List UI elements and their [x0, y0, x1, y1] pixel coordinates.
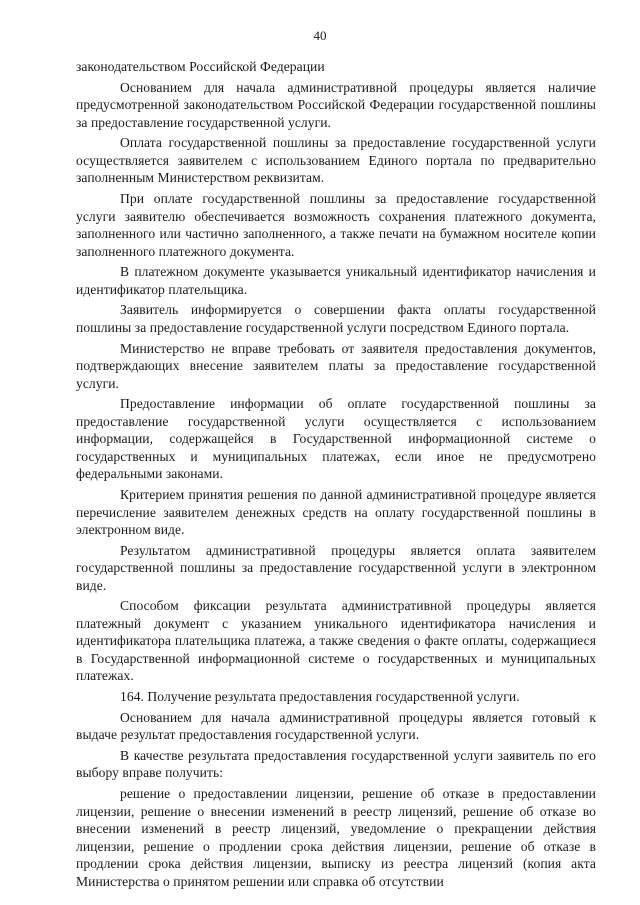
document-body [76, 58, 596, 893]
paragraph: Основанием для начала административной процедуры является готовый к выдаче результат предоставления государственной услуги. [76, 709, 596, 743]
paragraph: Основанием для начала административной процедуры является наличие предусмотренной законодательством Российской Федерации государственной пошлины за предоставление государственной услуги. [76, 79, 596, 130]
paragraph: Критерием принятия решения по данной административной процедуре является перечисление заявителем денежных средств на оплату государственной пошлины в электронном виде. [76, 487, 596, 537]
paragraph: Предоставление информации об оплате государственной пошлины за предоставление государственной услуги осуществляется с использованием информации, содержащейся в Государственной информационной системе о государственных и муниципальных платежах, если иное не предусмотрено федеральными законами. [76, 396, 596, 482]
section-heading-164: 164. Получение результата предоставления государственной услуги. [120, 689, 520, 705]
page-number: 40 [313, 28, 327, 43]
paragraph: В платежном документе указывается уникальный идентификатор начисления и идентификатор плательщика. [76, 264, 596, 297]
paragraph: В качестве результата предоставления государственной услуги заявитель по его выбору вправе получить: [76, 747, 596, 781]
paragraph: Результатом административной процедуры является оплата заявителем государственной пошлины за предоставление государственной услуги в электронном виде. [76, 542, 596, 593]
paragraph: Оплата государственной пошлины за предоставление государственной услуги осуществляется заявителем с использованием Единого портала по предварительно заполненным Министерством реквизитам. [76, 135, 596, 186]
paragraph: Способом фиксации результата административной процедуры является платежный документ с указанием уникального идентификатора начисления и идентификатора плательщика платежа, а также сведения о факте оплаты, содержащиеся в Государственной информационной системе о государственных и муниципальных платежах. [76, 598, 596, 684]
paragraph: Заявитель информируется о совершении факта оплаты государственной пошлины за предоставление государственной услуги посредством Единого портала. [76, 302, 596, 335]
paragraph: Министерство не вправе требовать от заявителя предоставления документов, подтверждающих внесение заявителем платы за предоставление государственной услуги. [76, 340, 596, 391]
paragraph: При оплате государственной пошлины за предоставление государственной услуги заявителю обеспечивается возможность сохранения платежного документа, заполненного или частично заполненного, а также печати на бумажном носителе копии заполненного платежного документа. [76, 191, 596, 259]
paragraph-continuation: законодательством Российской Федерации [76, 59, 325, 74]
paragraph: решение о предоставлении лицензии, решение об отказе в предоставлении лицензии, решение о внесении изменений в реестр лицензий, решение об отказе во внесении изменений в реестр лицензий, уведомление о прекращении действия лицензии, решение о продлении срока действия лицензии, решение об отказе в продлении срока действия лицензии, выписку из реестра лицензий (копия акта Министерства о принятом решении или справка об отсутствии [76, 786, 596, 889]
